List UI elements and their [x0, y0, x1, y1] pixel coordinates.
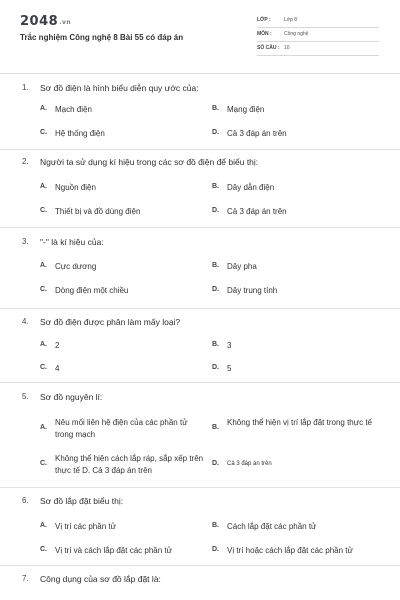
question-5: 5. Sơ đồ nguyên lí: A. Nêu mối liên hệ điện của các phần tử trong mạch B. Không thể hiện vị trí lắp đặt trong thực tế C. Không thể hiện cách lắp ráp, sắp xếp trên thực tế D. Cả 3 đáp án trên D. Cả 3 đáp án trên — [0, 383, 400, 491]
meta-value: 10 — [284, 45, 290, 51]
question-3: 3. "-" là kí hiệu của: A. Cực dương B. Dây pha C. Dòng điện một chiều D. Dây trung tính — [0, 228, 400, 308]
question-text: Sơ đồ nguyên lí: — [40, 392, 103, 402]
question-2: 2. Người ta sử dụng kí hiệu trong các sơ đồ điện để biểu thị: A. Nguồn điện B. Dây dẫn điện C. Thiết bị và đồ dùng điện D. Cả 3 đáp án trên — [0, 150, 400, 228]
meta-value: Công nghệ — [284, 31, 309, 37]
question-number: 3. — [22, 237, 29, 246]
question-number: 4. — [22, 317, 29, 326]
meta-class — [257, 14, 379, 28]
question-number: 5. — [22, 392, 29, 401]
question-number: 7. — [22, 574, 29, 583]
question-6: 6. Sơ đồ lắp đặt biểu thị: A. Vị trí các phần tử B. Cách lắp đặt các phần tử C. Vị trí và cách lắp đặt các phần tử D. Vị trí hoặc cách lắp đặt các phần tử — [0, 487, 400, 567]
question-number: 6. — [22, 496, 29, 505]
question-text: Sơ đồ điện là hình biểu diễn quy ước của: — [40, 83, 199, 93]
meta-value: Lớp 8 — [284, 17, 298, 23]
meta-label: LỚP : — [257, 17, 271, 23]
option-c[interactable]: C. Không thể hiện cách lắp ráp, sắp xếp trên thực tế D. Cả 3 đáp án trên — [40, 454, 204, 475]
option-a[interactable]: A. Nêu mối liên hệ điện của các phần tử trong mạch — [40, 418, 188, 439]
meta-label: SỐ CÂU : — [257, 45, 280, 51]
question-text: Sơ đồ lắp đặt biểu thị: — [40, 496, 124, 506]
meta-subject — [257, 28, 379, 42]
site-logo[interactable]: 2048.vn — [20, 14, 72, 29]
question-number: 1. — [22, 83, 29, 92]
question-text: "-" là kí hiệu của: — [40, 237, 104, 247]
page-header — [0, 0, 400, 72]
question-number: 2. — [22, 157, 29, 166]
option-b[interactable]: B. Không thể hiện vị trí lắp đặt trong thực tế — [212, 418, 372, 431]
question-1: 1. Sơ đồ điện là hình biểu diễn quy ước của: A. Mạch điện B. Mạng điện C. Hệ thống điện D. Cả 3 đáp án trên — [0, 74, 400, 152]
document-title: Trắc nghiệm Công nghệ 8 Bài 55 có đáp án — [20, 33, 184, 42]
question-text: Công dụng của sơ đồ lắp đặt là: — [40, 574, 161, 584]
meta-question-count — [257, 42, 379, 56]
question-text: Người ta sử dụng kí hiệu trong các sơ đồ điện để biểu thị: — [40, 157, 259, 167]
question-text: Sơ đồ điện được phân làm mấy loại? — [40, 317, 181, 327]
question-4: 4. Sơ đồ điện được phân làm mấy loại? A. 2 B. 3 C. 4 D. 5 — [0, 308, 400, 386]
question-7 — [0, 566, 400, 600]
meta-label: MÔN : — [257, 31, 272, 37]
